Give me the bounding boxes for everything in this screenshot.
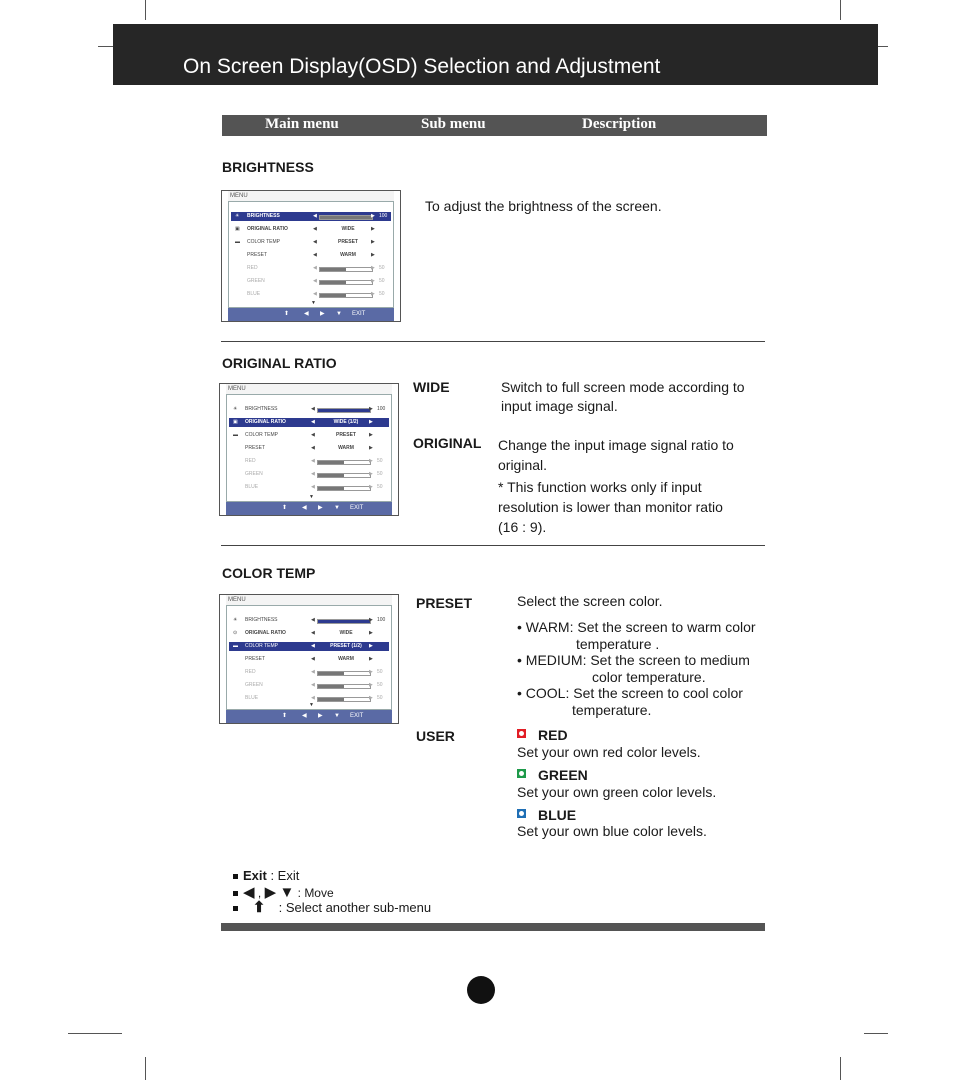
sub-label-wide: WIDE <box>413 379 450 395</box>
osd-footer <box>226 710 392 723</box>
up-arrow-icon: ⬆ <box>284 311 290 317</box>
right-arrow-icon: ▶ <box>369 669 373 675</box>
osd-row-preset: PRESET <box>245 656 266 662</box>
right-arrow-icon: ▶ <box>369 419 373 425</box>
osd-value: PRESET <box>337 239 358 245</box>
user-green-label: GREEN <box>538 767 588 783</box>
osd-value: WIDE <box>339 630 353 636</box>
crop-mark <box>840 1057 841 1080</box>
left-arrow-icon: ◀ <box>311 643 315 649</box>
right-arrow-icon: ▶ <box>369 656 373 662</box>
section-title-colortemp: COLOR TEMP <box>222 565 316 581</box>
osd-row-ratio: ORIGINAL RATIO <box>247 226 288 232</box>
osd-level-bar <box>319 215 373 220</box>
right-arrow-icon: ▶ <box>369 432 373 438</box>
original-description <box>498 435 734 537</box>
preset-option-warm-cont: temperature . <box>576 635 660 652</box>
up-arrow-icon: ⬆ <box>282 505 288 511</box>
crop-mark <box>864 1033 888 1034</box>
osd-menu-label: MENU <box>228 597 246 603</box>
right-arrow-icon: ▶ <box>369 484 373 490</box>
crop-mark <box>878 46 888 47</box>
column-description: Description <box>582 116 657 132</box>
right-arrow-icon: ▶ <box>371 265 375 271</box>
osd-value: 50 <box>377 458 383 464</box>
left-arrow-icon: ◀ <box>313 226 317 232</box>
user-blue-label: BLUE <box>538 807 577 823</box>
right-arrow-icon: ▶ <box>369 471 373 477</box>
section-divider <box>221 341 765 342</box>
crop-mark <box>68 1033 122 1034</box>
down-arrow-icon: ▼ <box>279 884 295 901</box>
osd-value: 50 <box>379 265 385 271</box>
left-arrow-icon: ◀ <box>311 695 315 701</box>
osd-row-brightness: BRIGHTNESS <box>245 406 278 412</box>
crop-mark <box>98 46 113 47</box>
osd-footer <box>228 308 394 321</box>
crop-mark <box>840 0 841 20</box>
osd-value: 50 <box>377 682 383 688</box>
left-arrow-icon: ◀ <box>311 630 315 636</box>
osd-row-colortemp: COLOR TEMP <box>247 239 280 245</box>
left-arrow-icon: ◀ <box>302 713 307 719</box>
color-temp-icon: ▬ <box>233 643 238 649</box>
footer-bar <box>221 923 765 931</box>
left-arrow-icon: ◀ <box>304 311 309 317</box>
osd-level-bar <box>317 408 371 413</box>
right-arrow-icon: ▶ <box>318 505 323 511</box>
ratio-icon: ▣ <box>235 226 240 232</box>
right-arrow-icon: ▶ <box>264 884 277 901</box>
osd-row-red: RED <box>245 458 256 464</box>
osd-level-bar <box>317 486 371 491</box>
left-arrow-icon: ◀ <box>313 252 317 258</box>
preset-option-cool-cont: temperature. <box>572 701 652 718</box>
left-arrow-icon: ◀ <box>311 669 315 675</box>
osd-value: 50 <box>379 278 385 284</box>
osd-row-ratio: ORIGINAL RATIO <box>245 630 286 636</box>
left-arrow-icon: ◀ <box>313 213 317 219</box>
left-arrow-icon: ◀ <box>311 406 315 412</box>
osd-level-bar <box>319 293 373 298</box>
legend-select <box>233 898 431 916</box>
osd-level-bar <box>319 280 373 285</box>
page-number-circle <box>467 976 495 1004</box>
column-sub-menu: Sub menu <box>421 116 486 132</box>
preset-options <box>517 619 756 719</box>
ratio-icon: ▣ <box>233 419 238 425</box>
original-description-line: original. <box>498 457 548 473</box>
column-header-bar <box>222 115 767 136</box>
right-arrow-icon: ▶ <box>369 617 373 623</box>
wide-description <box>501 378 745 416</box>
osd-value: 50 <box>377 484 383 490</box>
left-arrow-icon: ◀ <box>313 291 317 297</box>
left-arrow-icon: ◀ <box>243 884 255 901</box>
right-arrow-icon: ▶ <box>369 643 373 649</box>
user-blue-description: Set your own blue color levels. <box>517 823 707 839</box>
osd-value: 50 <box>377 471 383 477</box>
crop-mark <box>145 0 146 20</box>
up-arrow-icon: ⬆ <box>252 899 266 916</box>
crop-mark <box>145 1057 146 1080</box>
osd-row-green: GREEN <box>247 278 265 284</box>
left-arrow-icon: ◀ <box>311 682 315 688</box>
preset-option-warm: • WARM: Set the screen to warm color <box>517 619 756 635</box>
color-temp-icon: ▬ <box>233 432 238 438</box>
osd-level-fill <box>318 698 344 701</box>
ratio-icon: ⊙ <box>233 630 238 636</box>
legend-move: ◀ , ▶ ▼ : Move <box>233 883 334 901</box>
legend-move-text: : Move <box>294 886 334 900</box>
preset-option-medium: • MEDIUM: Set the screen to medium <box>517 652 750 669</box>
right-arrow-icon: ▶ <box>369 406 373 412</box>
preset-intro: Select the screen color. <box>517 593 663 609</box>
right-arrow-icon: ▶ <box>371 291 375 297</box>
left-arrow-icon: ◀ <box>313 265 317 271</box>
osd-row-blue: BLUE <box>245 695 259 701</box>
osd-value: 100 <box>377 406 386 412</box>
section-title-brightness: BRIGHTNESS <box>222 159 314 175</box>
bullet-icon <box>233 906 238 911</box>
left-arrow-icon: ◀ <box>311 617 315 623</box>
osd-level-fill <box>318 409 370 412</box>
osd-value: 50 <box>377 695 383 701</box>
osd-row-colortemp: COLOR TEMP <box>245 643 278 649</box>
osd-row-green: GREEN <box>245 471 263 477</box>
osd-menu-label: MENU <box>230 193 248 199</box>
osd-level-fill <box>320 281 346 284</box>
osd-level-bar <box>319 267 373 272</box>
sub-label-preset: PRESET <box>416 595 473 611</box>
osd-level-bar <box>317 460 371 465</box>
osd-screenshot-ratio <box>219 383 399 516</box>
left-arrow-icon: ◀ <box>311 458 315 464</box>
user-red-label: RED <box>538 727 568 743</box>
wide-description-line: Switch to full screen mode according to <box>501 379 745 395</box>
osd-row-ratio: ORIGINAL RATIO <box>245 419 286 425</box>
osd-level-fill <box>318 620 370 623</box>
original-note-line: (16 : 9). <box>498 519 547 535</box>
right-arrow-icon: ▶ <box>369 682 373 688</box>
left-arrow-icon: ◀ <box>313 239 317 245</box>
legend-exit-text: : Exit <box>266 868 300 883</box>
section-title-ratio: ORIGINAL RATIO <box>222 355 337 371</box>
section-divider <box>221 545 765 546</box>
osd-level-fill <box>318 487 344 490</box>
down-arrow-icon: ▼ <box>334 713 340 719</box>
user-red-description: Set your own red color levels. <box>517 744 701 760</box>
osd-row-green: GREEN <box>245 682 263 688</box>
left-arrow-icon: ◀ <box>311 419 315 425</box>
osd-level-fill <box>320 294 346 297</box>
brightness-description: To adjust the brightness of the screen. <box>425 198 662 214</box>
osd-level-fill <box>318 685 344 688</box>
left-arrow-icon: ◀ <box>313 278 317 284</box>
right-arrow-icon: ▶ <box>369 445 373 451</box>
bullet-icon <box>233 874 238 879</box>
osd-row-blue: BLUE <box>245 484 259 490</box>
right-arrow-icon: ▶ <box>320 311 325 317</box>
sun-icon: ☀ <box>233 617 238 623</box>
down-arrow-icon: ▼ <box>336 311 342 317</box>
legend-select-text: : Select another sub-menu <box>275 900 432 915</box>
osd-level-bar <box>317 684 371 689</box>
osd-exit-label: EXIT <box>350 713 364 719</box>
scroll-down-icon: ▼ <box>309 702 314 708</box>
osd-level-bar <box>317 473 371 478</box>
right-arrow-icon: ▶ <box>371 252 375 258</box>
page-title: On Screen Display(OSD) Selection and Adjustment <box>183 55 661 78</box>
osd-value: PRESET <box>335 432 356 438</box>
left-arrow-icon: ◀ <box>302 505 307 511</box>
osd-value: PRESET (1/2) <box>330 643 362 649</box>
red-swatch-icon <box>517 729 526 738</box>
osd-row-blue: BLUE <box>247 291 261 297</box>
osd-value: WARM <box>338 445 354 451</box>
osd-level-fill <box>318 672 344 675</box>
osd-value: 100 <box>379 213 388 219</box>
preset-option-cool: • COOL: Set the screen to cool color <box>517 685 743 702</box>
down-arrow-icon: ▼ <box>334 505 340 511</box>
osd-value: WIDE <box>341 226 355 232</box>
green-swatch-icon <box>517 769 526 778</box>
color-temp-icon: ▬ <box>235 239 240 245</box>
scroll-down-icon: ▼ <box>309 494 314 500</box>
right-arrow-icon: ▶ <box>371 213 375 219</box>
legend-exit-key: Exit <box>243 868 267 883</box>
right-arrow-icon: ▶ <box>371 239 375 245</box>
bullet-icon <box>233 891 238 896</box>
header-bar <box>113 24 878 85</box>
wide-description-line: input image signal. <box>501 398 618 414</box>
osd-exit-label: EXIT <box>350 505 364 511</box>
osd-footer <box>226 502 392 515</box>
right-arrow-icon: ▶ <box>371 226 375 232</box>
osd-value: WIDE (1/2) <box>333 419 359 425</box>
user-green-description: Set your own green color levels. <box>517 784 717 800</box>
osd-row-red: RED <box>245 669 256 675</box>
osd-level-fill <box>320 216 372 219</box>
osd-row-brightness: BRIGHTNESS <box>245 617 278 623</box>
legend-exit <box>233 868 299 883</box>
osd-level-bar <box>317 697 371 702</box>
left-arrow-icon: ◀ <box>311 432 315 438</box>
preset-option-medium-cont: color temperature. <box>592 668 706 685</box>
osd-value: 50 <box>377 669 383 675</box>
osd-menu-label: MENU <box>228 386 246 392</box>
osd-level-fill <box>318 474 344 477</box>
osd-value: WARM <box>340 252 356 258</box>
osd-level-fill <box>320 268 346 271</box>
sub-label-user: USER <box>416 728 455 744</box>
osd-value: 100 <box>377 617 386 623</box>
osd-level-fill <box>318 461 344 464</box>
blue-swatch-icon <box>517 809 526 818</box>
sun-icon: ☀ <box>235 213 240 219</box>
sun-icon: ☀ <box>233 406 238 412</box>
left-arrow-icon: ◀ <box>311 445 315 451</box>
left-arrow-icon: ◀ <box>311 471 315 477</box>
osd-value: 50 <box>379 291 385 297</box>
original-description-line: Change the input image signal ratio to <box>498 437 734 453</box>
right-arrow-icon: ▶ <box>371 278 375 284</box>
osd-row-colortemp: COLOR TEMP <box>245 432 278 438</box>
up-arrow-icon: ⬆ <box>282 713 288 719</box>
osd-level-bar <box>317 619 371 624</box>
right-arrow-icon: ▶ <box>369 630 373 636</box>
osd-screenshot-brightness <box>221 190 401 322</box>
osd-row-preset: PRESET <box>247 252 268 258</box>
osd-value: WARM <box>338 656 354 662</box>
original-note-line: resolution is lower than monitor ratio <box>498 499 723 515</box>
column-main-menu: Main menu <box>265 116 339 132</box>
scroll-down-icon: ▼ <box>311 300 316 306</box>
osd-row-preset: PRESET <box>245 445 266 451</box>
right-arrow-icon: ▶ <box>369 695 373 701</box>
left-arrow-icon: ◀ <box>311 484 315 490</box>
right-arrow-icon: ▶ <box>318 713 323 719</box>
sub-label-original: ORIGINAL <box>413 435 482 451</box>
left-arrow-icon: ◀ <box>311 656 315 662</box>
osd-row-brightness: BRIGHTNESS <box>247 213 280 219</box>
osd-level-bar <box>317 671 371 676</box>
osd-screenshot-colortemp <box>219 594 399 724</box>
original-note-line: * This function works only if input <box>498 479 702 495</box>
right-arrow-icon: ▶ <box>369 458 373 464</box>
osd-exit-label: EXIT <box>352 311 366 317</box>
osd-row-red: RED <box>247 265 258 271</box>
